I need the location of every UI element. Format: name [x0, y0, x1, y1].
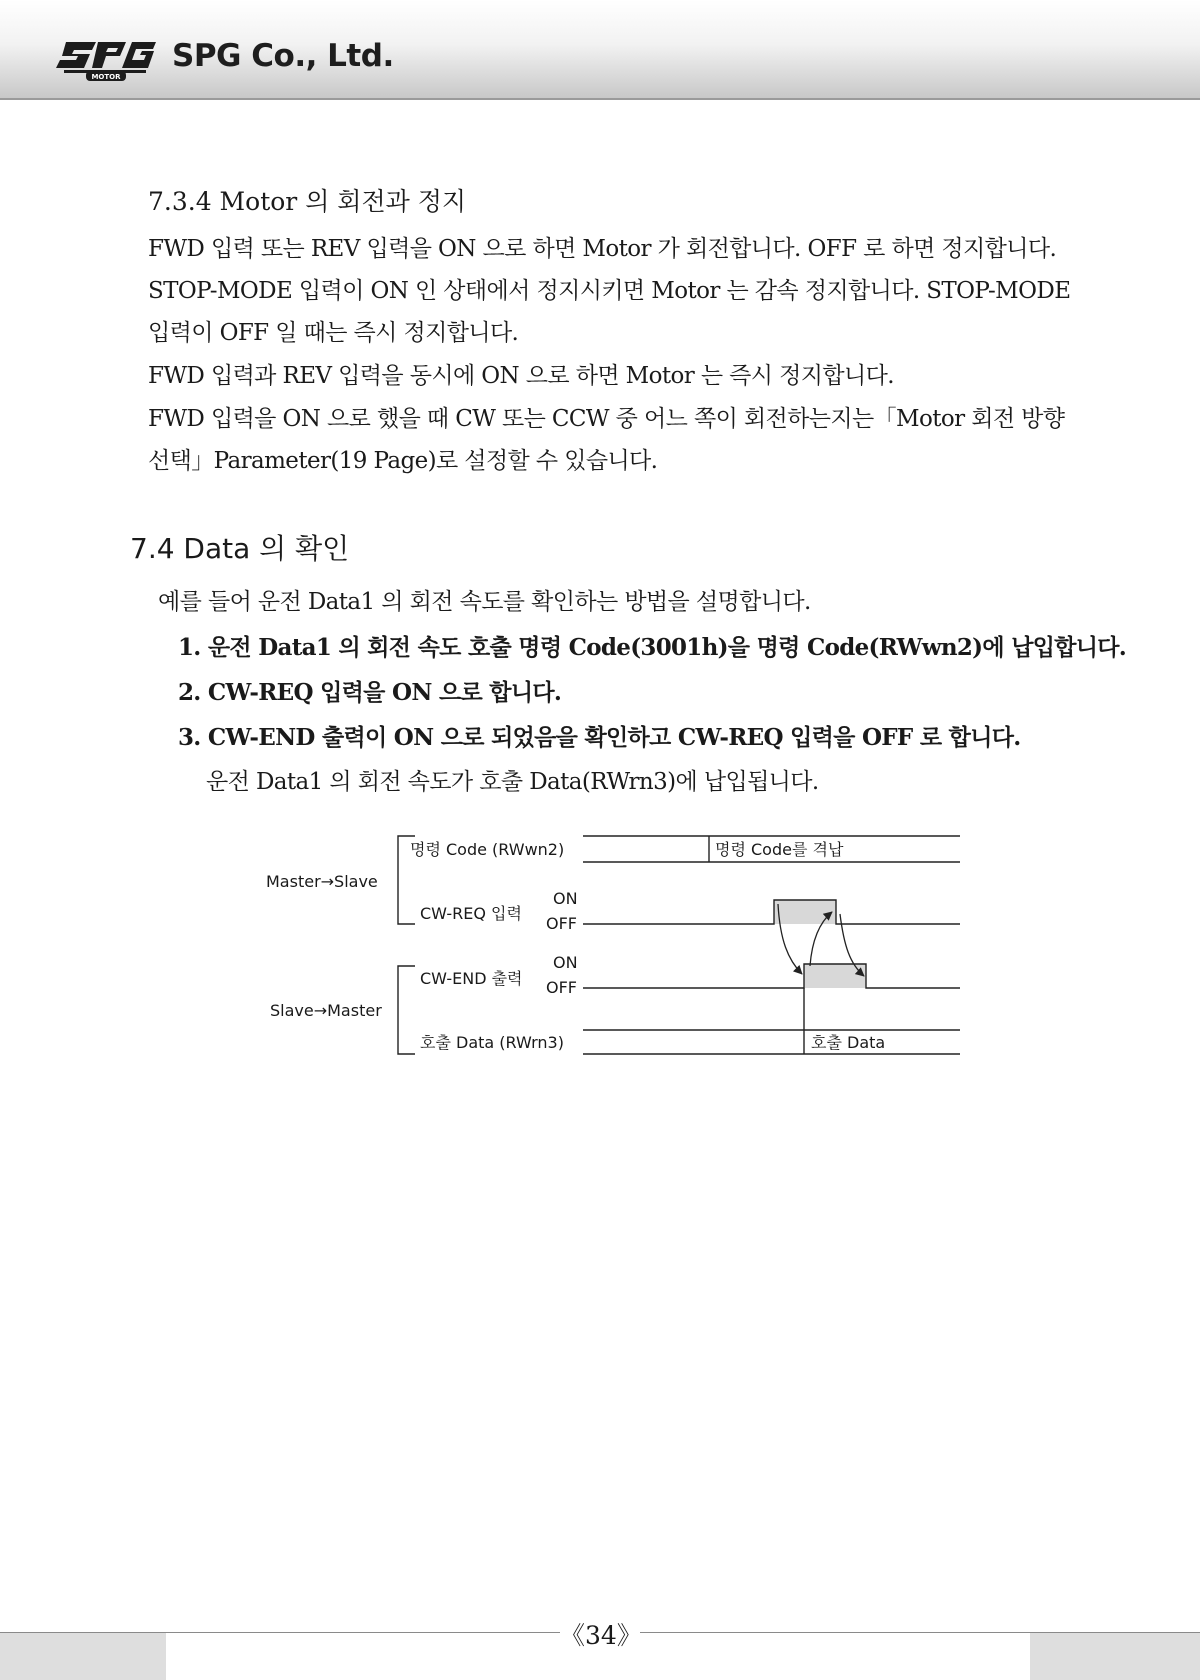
read-data-value: 호출 Data	[811, 1033, 886, 1052]
row-label-cw-req: CW-REQ 입력	[420, 904, 522, 923]
cw-end-on-label: ON	[553, 953, 578, 972]
step-1: 1. 운전 Data1 의 회전 속도 호출 명령 Code(3001h)을 명령 Code(RWwn2)에 납입합니다.	[178, 634, 1127, 661]
cw-end-off-label: OFF	[546, 978, 577, 997]
paragraph-line: 선택」Parameter(19 Page)로 설정할 수 있습니다.	[148, 448, 658, 474]
footer-rule-right	[640, 1632, 1200, 1633]
company-name: SPG Co., Ltd.	[172, 38, 394, 74]
group-master-slave-label: Master→Slave	[266, 872, 378, 891]
svg-text:MOTOR: MOTOR	[91, 73, 121, 81]
group-slave-master-label: Slave→Master	[270, 1001, 382, 1020]
section-intro: 예를 들어 운전 Data1 의 회전 속도를 확인하는 방법을 설명합니다.	[158, 589, 811, 615]
cmd-code-value: 명령 Code를 격납	[715, 840, 844, 859]
cw-end-signal	[583, 964, 960, 988]
read-data-bus	[583, 988, 960, 1054]
cw-req-off-label: OFF	[546, 914, 577, 933]
bracket-slave-master	[398, 966, 415, 1054]
cw-req-pulse	[774, 900, 836, 924]
step-2: 2. CW-REQ 입력을 ON 으로 합니다.	[178, 679, 562, 706]
cw-req-on-label: ON	[553, 889, 578, 908]
page-number: 《34》	[560, 1616, 640, 1652]
page-header	[0, 0, 1200, 100]
footer-band-left	[0, 1632, 166, 1680]
cw-req-signal	[583, 900, 960, 924]
paragraph-line: STOP-MODE 입력이 ON 인 상태에서 정지시키면 Motor 는 감속 정지합니다. STOP-MODE	[148, 278, 1071, 304]
step-3-note: 운전 Data1 의 회전 속도가 호출 Data(RWrn3)에 납입됩니다.	[206, 769, 819, 795]
timing-diagram	[260, 828, 970, 1060]
paragraph-line: FWD 입력 또는 REV 입력을 ON 으로 하면 Motor 가 회전합니다. OFF 로 하면 정지합니다.	[148, 236, 1057, 262]
row-label-cw-end: CW-END 출력	[420, 969, 523, 988]
section-7-3-4-title: 7.3.4 Motor 의 회전과 정지	[148, 187, 466, 216]
paragraph-line: FWD 입력을 ON 으로 했을 때 CW 또는 CCW 중 어느 쪽이 회전하는지는「Motor 회전 방향	[148, 406, 1065, 432]
paragraph-line: 입력이 OFF 일 때는 즉시 정지합니다.	[148, 320, 519, 346]
footer-band-right	[1030, 1632, 1200, 1680]
row-label-read-data: 호출 Data (RWrn3)	[420, 1033, 564, 1052]
row-label-cmd-code: 명령 Code (RWwn2)	[410, 840, 565, 859]
footer-rule-left	[0, 1632, 560, 1633]
paragraph-line: FWD 입력과 REV 입력을 동시에 ON 으로 하면 Motor 는 즉시 정지합니다.	[148, 363, 894, 389]
section-7-4-title: 7.4 Data 의 확인	[130, 532, 350, 565]
spg-logo-icon	[56, 38, 158, 82]
step-3: 3. CW-END 출력이 ON 으로 되었음을 확인하고 CW-REQ 입력을 OFF 로 합니다.	[178, 724, 1021, 751]
